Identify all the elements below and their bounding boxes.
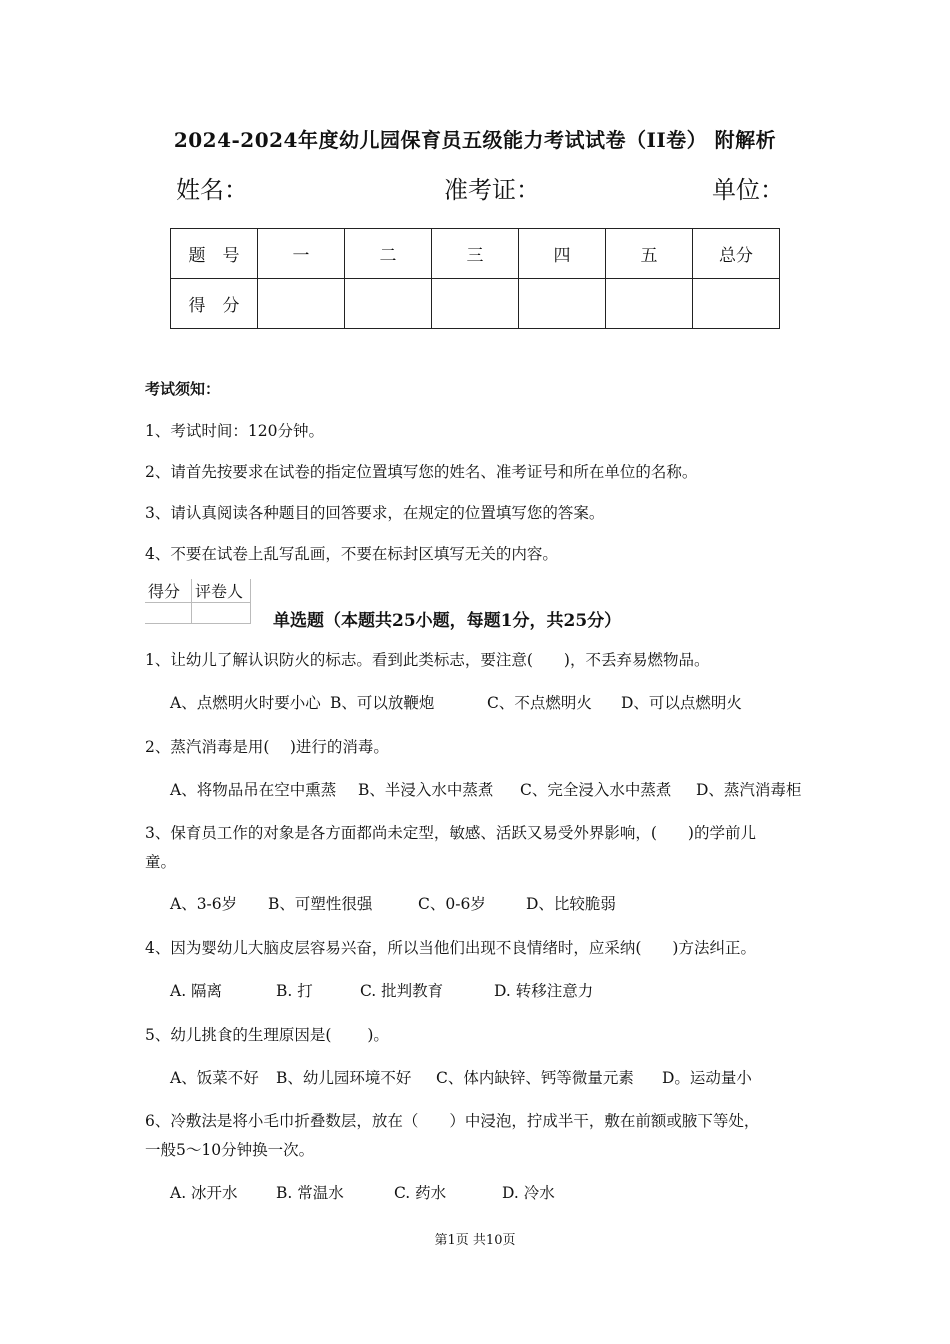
grader-score-label: 得分 — [145, 579, 192, 603]
question-options — [170, 1181, 555, 1203]
score-table-cell: 五 — [606, 229, 693, 279]
notice-item: 1、考试时间：120分钟。 — [145, 422, 324, 440]
score-table-cell: 二 — [345, 229, 432, 279]
option: B. 常温水 — [276, 1184, 344, 1202]
section-title: 单选题（本题共25小题，每题1分，共25分） — [273, 611, 622, 631]
score-table-cell: 题 号 — [171, 229, 258, 279]
grader-box — [145, 579, 251, 624]
score-table-header-row — [171, 229, 780, 279]
option: D. 冷水 — [502, 1184, 555, 1202]
question-text: 2、蒸汽消毒是用( )进行的消毒。 — [145, 738, 389, 756]
option: B、可塑性很强 — [268, 895, 373, 913]
option: D、比较脆弱 — [526, 895, 616, 913]
score-table — [170, 228, 780, 329]
grader-name-label: 评卷人 — [192, 579, 251, 603]
notice-title: 考试须知： — [145, 380, 221, 398]
question-options — [170, 1066, 752, 1088]
question-text: 6、冷敷法是将小毛巾折叠数层，放在（ ）中浸泡，拧成半干，敷在前额或腋下等处， — [145, 1112, 760, 1130]
question-options — [170, 892, 616, 914]
option: A. 隔离 — [170, 982, 223, 1000]
question-options — [170, 979, 593, 1001]
score-table-cell — [606, 279, 693, 329]
option: D、蒸汽消毒柜 — [696, 781, 802, 799]
question-text: 4、因为婴幼儿大脑皮层容易兴奋，所以当他们出现不良情绪时，应采纳( )方法纠正。 — [145, 939, 756, 957]
question-text-continued: 童。 — [145, 853, 177, 871]
exam-number-label: 准考证： — [444, 176, 540, 204]
unit-label: 单位： — [712, 176, 784, 204]
option: D、可以点燃明火 — [621, 694, 742, 712]
option: A. 冰开水 — [170, 1184, 238, 1202]
grader-name-cell — [192, 603, 251, 624]
option: D。运动量小 — [662, 1069, 752, 1087]
option: C. 药水 — [394, 1184, 447, 1202]
score-table-cell: 三 — [432, 229, 519, 279]
option: A、饭菜不好 — [170, 1069, 259, 1087]
question-text: 5、幼儿挑食的生理原因是( )。 — [145, 1026, 389, 1044]
score-table-cell: 一 — [258, 229, 345, 279]
question-options — [170, 691, 742, 713]
score-table-cell: 得 分 — [171, 279, 258, 329]
page-footer: 第1页 共10页 — [434, 1233, 516, 1248]
score-table-cell — [693, 279, 780, 329]
question-text: 1、让幼儿了解认识防火的标志。看到此类标志，要注意( )，不丢弃易燃物品。 — [145, 651, 710, 669]
option: C. 批判教育 — [360, 982, 444, 1000]
option: B. 打 — [276, 982, 313, 1000]
candidate-info-row — [176, 170, 784, 204]
score-table-cell — [432, 279, 519, 329]
score-table-cell: 总分 — [693, 229, 780, 279]
score-table-cell — [519, 279, 606, 329]
option: A、点燃明火时要小心 — [170, 694, 321, 712]
option: C、不点燃明火 — [487, 694, 592, 712]
option: C、体内缺锌、钙等微量元素 — [436, 1069, 634, 1087]
option: B、半浸入水中蒸煮 — [358, 781, 494, 799]
notice-item: 2、请首先按要求在试卷的指定位置填写您的姓名、准考证号和所在单位的名称。 — [145, 463, 698, 481]
score-table-cell — [258, 279, 345, 329]
grader-score-cell — [145, 603, 192, 624]
score-table-cell — [345, 279, 432, 329]
option: D. 转移注意力 — [494, 982, 594, 1000]
option: A、3-6岁 — [170, 895, 238, 913]
score-table-cell: 四 — [519, 229, 606, 279]
name-label: 姓名： — [176, 176, 248, 204]
notice-item: 3、请认真阅读各种题目的回答要求，在规定的位置填写您的答案。 — [145, 504, 605, 522]
question-text: 3、保育员工作的对象是各方面都尚未定型，敏感、活跃又易受外界影响，( )的学前儿 — [145, 824, 756, 842]
notice-item: 4、不要在试卷上乱写乱画，不要在标封区填写无关的内容。 — [145, 545, 558, 563]
option: C、完全浸入水中蒸煮 — [520, 781, 672, 799]
question-text-continued: 一般5～10分钟换一次。 — [145, 1141, 315, 1159]
question-options — [170, 778, 801, 800]
option: B、幼儿园环境不好 — [276, 1069, 412, 1087]
option: C、0-6岁 — [418, 895, 486, 913]
score-table-score-row — [171, 279, 780, 329]
page-title: 2024-2024年度幼儿园保育员五级能力考试试卷（II卷） 附解析 — [173, 128, 777, 152]
option: B、可以放鞭炮 — [330, 694, 435, 712]
option: A、将物品吊在空中熏蒸 — [170, 781, 337, 799]
